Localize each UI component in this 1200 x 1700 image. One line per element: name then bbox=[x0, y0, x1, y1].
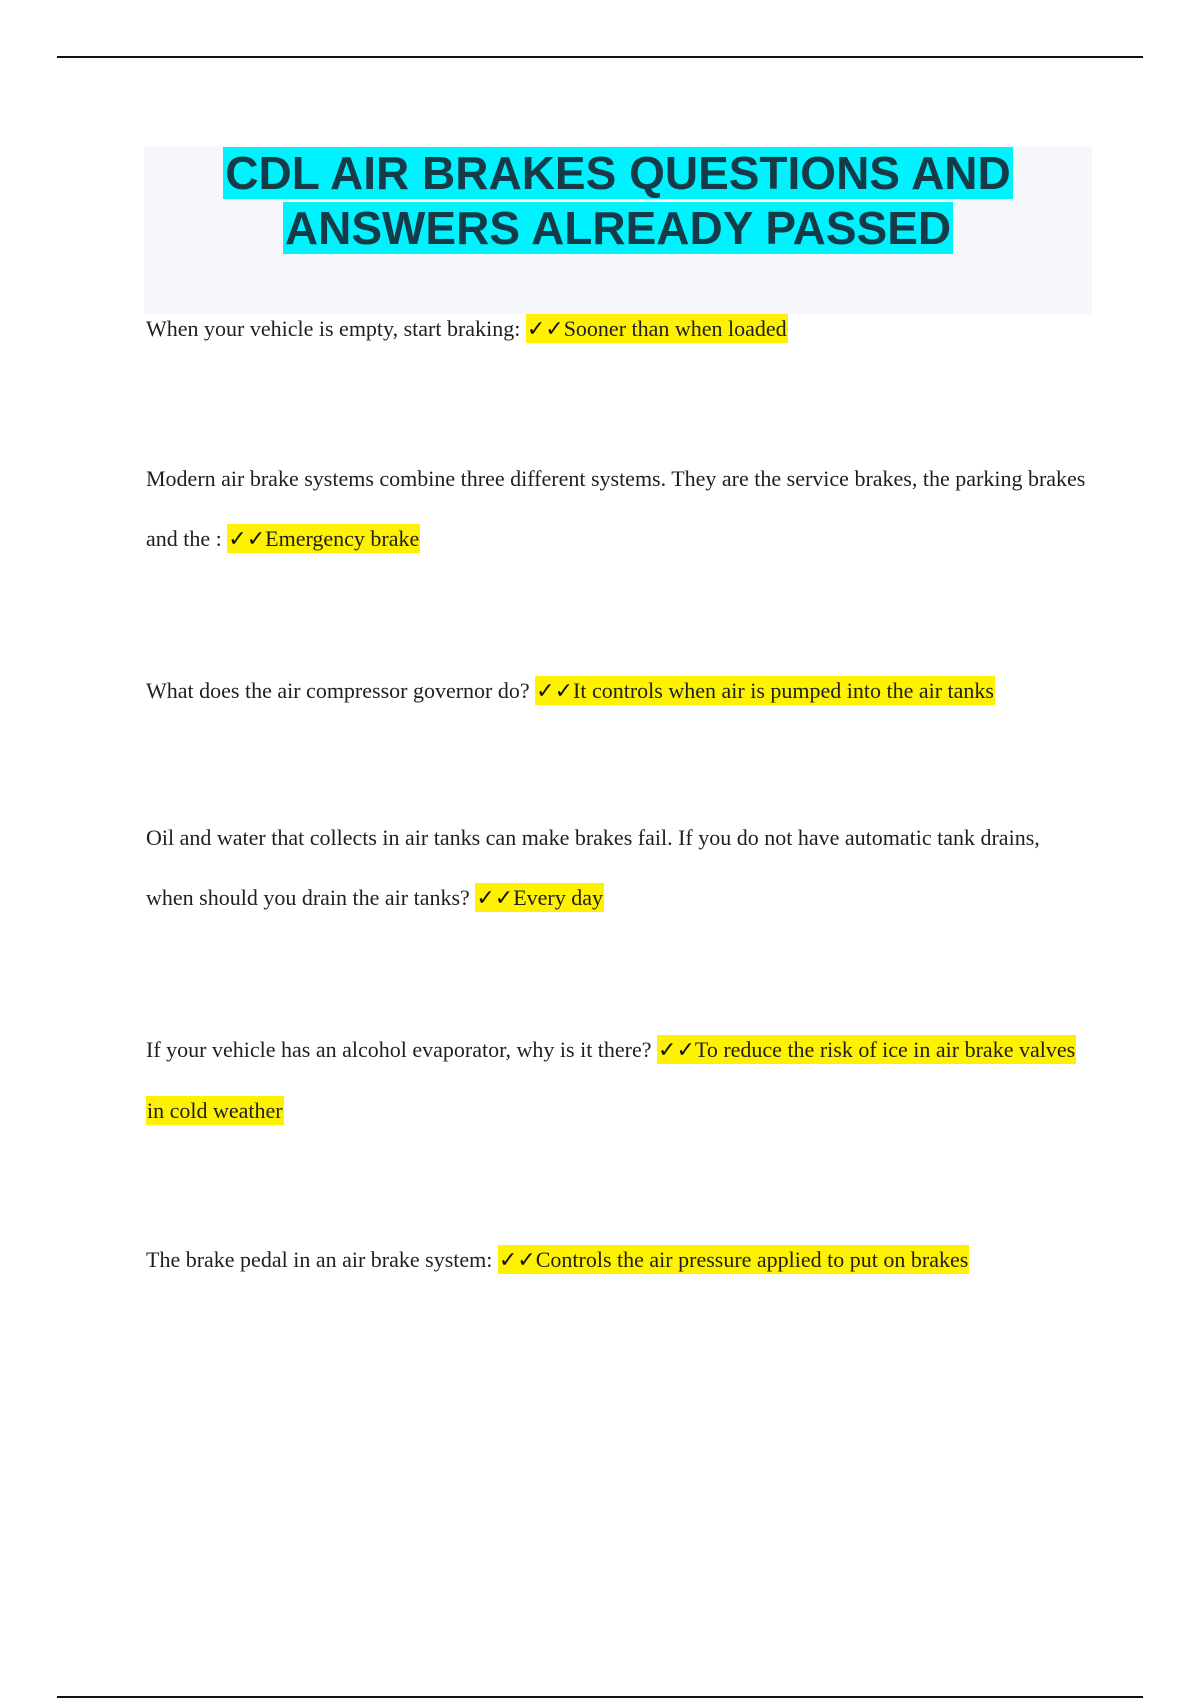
double-check-icon: ✓✓ bbox=[476, 886, 514, 911]
answer-text: It controls when air is pumped into the air tanks bbox=[573, 678, 994, 703]
answer-text: Every day bbox=[513, 885, 603, 910]
double-check-icon: ✓✓ bbox=[498, 1248, 536, 1273]
question-text: Oil and water that collects in air tanks can make brakes fail. If you do not have automatic tank drains, when should you drain the air tanks? bbox=[146, 825, 1040, 910]
double-check-icon: ✓✓ bbox=[228, 527, 266, 552]
top-rule bbox=[57, 56, 1143, 58]
answer-highlight bbox=[526, 314, 788, 343]
bottom-rule bbox=[57, 1696, 1143, 1698]
question-text: What does the air compressor governor do? bbox=[146, 678, 530, 703]
title-panel bbox=[144, 146, 1092, 314]
answer-highlight bbox=[498, 1245, 969, 1274]
question-text: Modern air brake systems combine three different systems. They are the service brakes, the parking brakes and the : bbox=[146, 466, 1086, 551]
qa-item-3 bbox=[146, 661, 1091, 722]
answer-highlight bbox=[227, 524, 420, 553]
qa-item-2 bbox=[146, 449, 1091, 570]
qa-item-4 bbox=[146, 808, 1091, 929]
qa-item-5 bbox=[146, 1020, 1091, 1141]
answer-highlight bbox=[475, 883, 604, 912]
answer-text: Emergency brake bbox=[265, 526, 420, 551]
answer-text: Sooner than when loaded bbox=[563, 316, 787, 341]
page-title: CDL AIR BRAKES QUESTIONS AND ANSWERS ALREADY PASSED bbox=[225, 147, 1011, 254]
answer-text: Controls the air pressure applied to put on brakes bbox=[535, 1247, 969, 1272]
double-check-icon: ✓✓ bbox=[658, 1038, 695, 1063]
qa-item-1 bbox=[146, 299, 1091, 360]
question-text: If your vehicle has an alcohol evaporator, why is it there? bbox=[146, 1037, 652, 1062]
double-check-icon: ✓✓ bbox=[536, 679, 574, 704]
qa-item-6 bbox=[146, 1230, 1091, 1291]
question-text: The brake pedal in an air brake system: bbox=[146, 1247, 493, 1272]
double-check-icon: ✓✓ bbox=[526, 317, 564, 342]
question-text: When your vehicle is empty, start braking: bbox=[146, 316, 521, 341]
answer-text: To reduce the risk of ice in air brake valves in cold weather bbox=[147, 1037, 1076, 1123]
answer-highlight bbox=[535, 676, 995, 705]
